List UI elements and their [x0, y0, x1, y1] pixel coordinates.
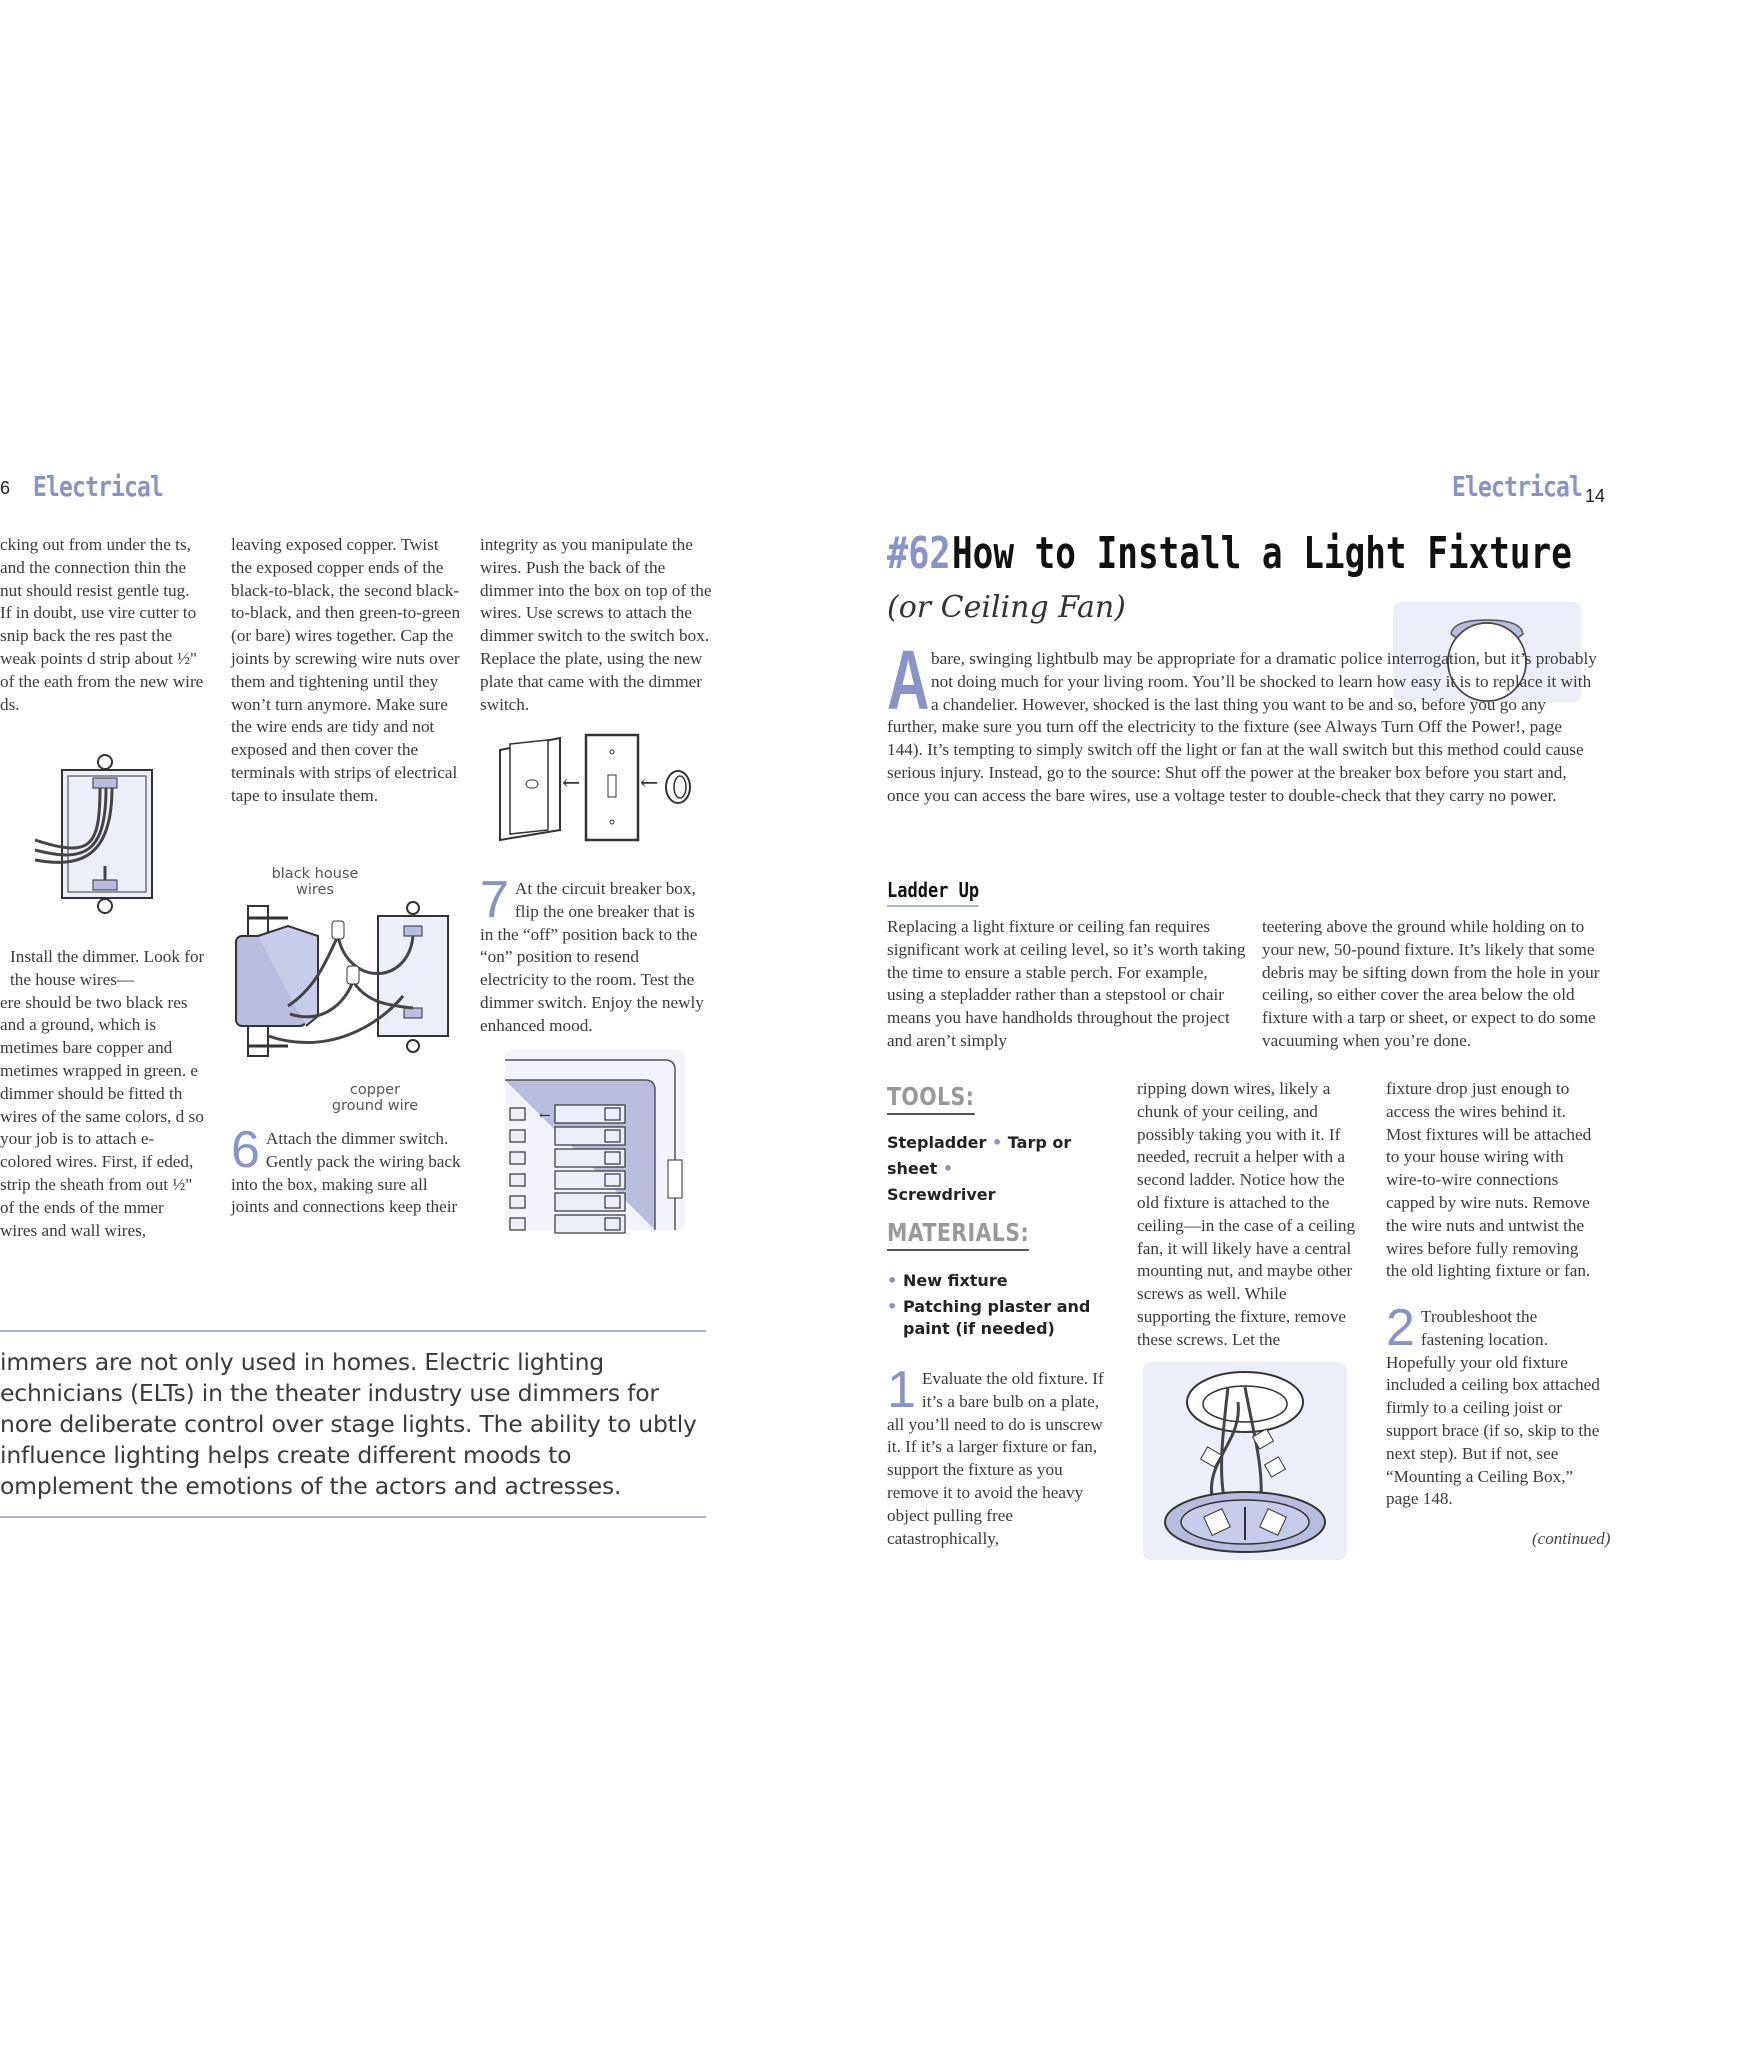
col2-text: ripping down wires, likely a chunk of your ceiling, and possibly taking you with it. If needed, recruit a helper with a second ladder. Notice how the old fixture is attached to the ceiling—in the case of a ceiling fan, it will likely have a central mounting nut, and maybe other screws as well. While supporting the fixture, remove these screws. Let the [1137, 1079, 1356, 1349]
materials-heading: MATERIALS: [887, 1218, 1029, 1251]
materials-heading-wrap [887, 1218, 1060, 1251]
bullet-dot-icon: • [991, 1133, 1003, 1152]
svg-text:←: ← [539, 1108, 551, 1124]
switch-box-illustration [30, 748, 160, 923]
left-page-number: 6 [0, 478, 11, 498]
switch-plate-illustration [490, 730, 700, 845]
sidebar-note-text: immers are not only used in homes. Electric lighting echnicians (ELTs) in the theater industry use dimmers for nore deliberate control over stage lights. The ability to ubtly influence lighting helps create different moods to omplement the emotions of the actors and actresses. [0, 1348, 697, 1500]
step-5-body: ere should be two black res and a ground, which is metimes bare copper and metimes wrapped in green. e dimmer should be fitted th wires of the same colors, d so your job is to attach e-colored wires. First, if eded, strip the sheath from out ½" of the ends of the mmer wires and wall wires, [0, 992, 204, 1240]
breaker-box-illustration [505, 1050, 685, 1230]
continued-note: (continued) [1532, 1529, 1611, 1548]
step-7 [480, 871, 705, 1038]
right-section-header: Electrical [1452, 470, 1583, 503]
step-1-number: 1 [887, 1361, 916, 1419]
left-col2-top-text: leaving exposed copper. Twist the exposed copper ends of the black-to-black, the second black-to-black, and then green-to-green (or bare) wires together. Cap the joints by screwing wire nuts over them and tightening until they won’t turn anymore. Make sure the wire ends are tidy and not exposed and then cover the terminals with strips of electrical tape to insulate them. [231, 535, 461, 805]
step-1-text: Evaluate the old fixture. If it’s a bare bulb on a plate, all you’ll need to do is unscrew it. If it’s a larger fixture or fan, support the fixture as you remove it to avoid the heavy object pulling free catastrophically, [887, 1369, 1104, 1548]
left-col1-top-text: cking out from under the ts, and the connection thin the nut should resist gentle tug. If in doubt, use vire cutter to snip back the res past the weak points d strip about ½" of the eath from the new wire ds. [0, 535, 204, 714]
tools-heading: TOOLS: [887, 1082, 974, 1115]
material-item: • Patching plaster and paint (if needed) [887, 1296, 1117, 1340]
ladder-col1: Replacing a light fixture or ceiling fan requires significant work at ceiling level, so it’s worth taking the time to ensure a stable perch. For example, using a stepladder rather than a stepstool or chair means you have handholds throughout the project and aren’t simply [887, 917, 1246, 1050]
svg-text:←: ← [562, 771, 581, 796]
tool-item: Screwdriver [887, 1185, 996, 1204]
tool-item: Tarp or sheet [887, 1133, 1072, 1178]
ladder-col2: teetering above the ground while holding on to your new, 50-pound fixture. It’s likely that some debris may be sifting down from the hole in your ceiling, so either cover the area below the old fixture with a tarp or sheet, or expect to do some vacuuming when you’re done. [1262, 917, 1600, 1050]
right-page-number: 14 [1585, 486, 1606, 506]
dimmer-wiring-illustration [228, 896, 458, 1076]
left-col3-top-text: integrity as you manipulate the wires. Push the back of the dimmer into the box on top of the wires. Use screws to attach the dimmer switch to the switch box. Replace the plate, using the new plate that came with the dimmer switch. [480, 535, 712, 714]
step-2-text: Troubleshoot the fastening location. Hopefully your old fixture included a ceiling box attached firmly to a ceiling joist or support brace (if so, skip to the next step). But if not, see “Mounting a Ceiling Box,” page 148. [1386, 1307, 1600, 1509]
intro-text: bare, swinging lightbulb may be appropriate for a dramatic police interrogation, but it’s probably not doing much for your living room. You’ll be shocked to learn how easy it is to replace it with a chandelier. However, shocked is the last thing you want to be and so, before you go any further, make sure you turn off the electricity to the fixture (see Always Turn Off the Power!, page 144). It’s tempting to simply switch off the light or fan at the wall switch but this method could cause serious injury. Instead, go to the source: Shut off the power at the breaker box before you start and, once you can access the bare wires, use a voltage tester to double-check that they carry no power. [887, 649, 1597, 805]
step-6-number: 6 [231, 1121, 260, 1179]
step-7-number: 7 [480, 871, 509, 929]
page-title [887, 528, 1747, 579]
tools-heading-wrap [887, 1082, 994, 1115]
step-5-lead: Install the dimmer. Look for the house wires— [10, 947, 205, 989]
step-1 [887, 1361, 1107, 1550]
page-subtitle: (or Ceiling Fan) [887, 590, 1126, 625]
ladder-up-heading: Ladder Up [887, 878, 979, 907]
drop-cap: A [887, 633, 930, 727]
left-section-header: Electrical [33, 470, 164, 503]
title-number: #62 [887, 528, 951, 579]
tools-list [887, 1130, 1117, 1208]
step-6-text: Attach the dimmer switch. Gently pack the wiring back into the box, making sure all joints and connections keep their [231, 1129, 461, 1217]
step-2 [1386, 1299, 1600, 1511]
step-5 [0, 946, 205, 1242]
bullet-dot-icon: • [942, 1159, 954, 1178]
label-black-house-wires: black house wires [271, 866, 359, 898]
materials-list [887, 1270, 1117, 1344]
step-2-number: 2 [1386, 1299, 1415, 1357]
svg-text:←: ← [640, 771, 659, 796]
ladder-up-heading-wrap [887, 878, 995, 907]
fixture-wiring-illustration [1143, 1362, 1347, 1560]
intro-paragraph [887, 633, 1597, 808]
tool-item: Stepladder [887, 1133, 987, 1152]
label-copper-ground-wire: copper ground wire [331, 1082, 419, 1114]
sidebar-note [0, 1330, 706, 1518]
title-text: How to Install a Light Fixture [952, 528, 1573, 579]
material-item: • New fixture [887, 1270, 1117, 1292]
fixture-wiring-svg [1143, 1362, 1347, 1560]
step-7-text: At the circuit breaker box, flip the one breaker that is in the “off” position back to the “on” position to resend electricity to the room. Test the dimmer switch. Enjoy the newly enhanced mood. [480, 879, 704, 1035]
step-6 [231, 1121, 461, 1219]
col3-text: fixture drop just enough to access the wires behind it. Most fixtures will be attached to your house wiring with wire-to-wire connections capped by wire nuts. Remove the wire nuts and untwist the wires before fully removing the old lighting fixture or fan. [1386, 1079, 1592, 1281]
